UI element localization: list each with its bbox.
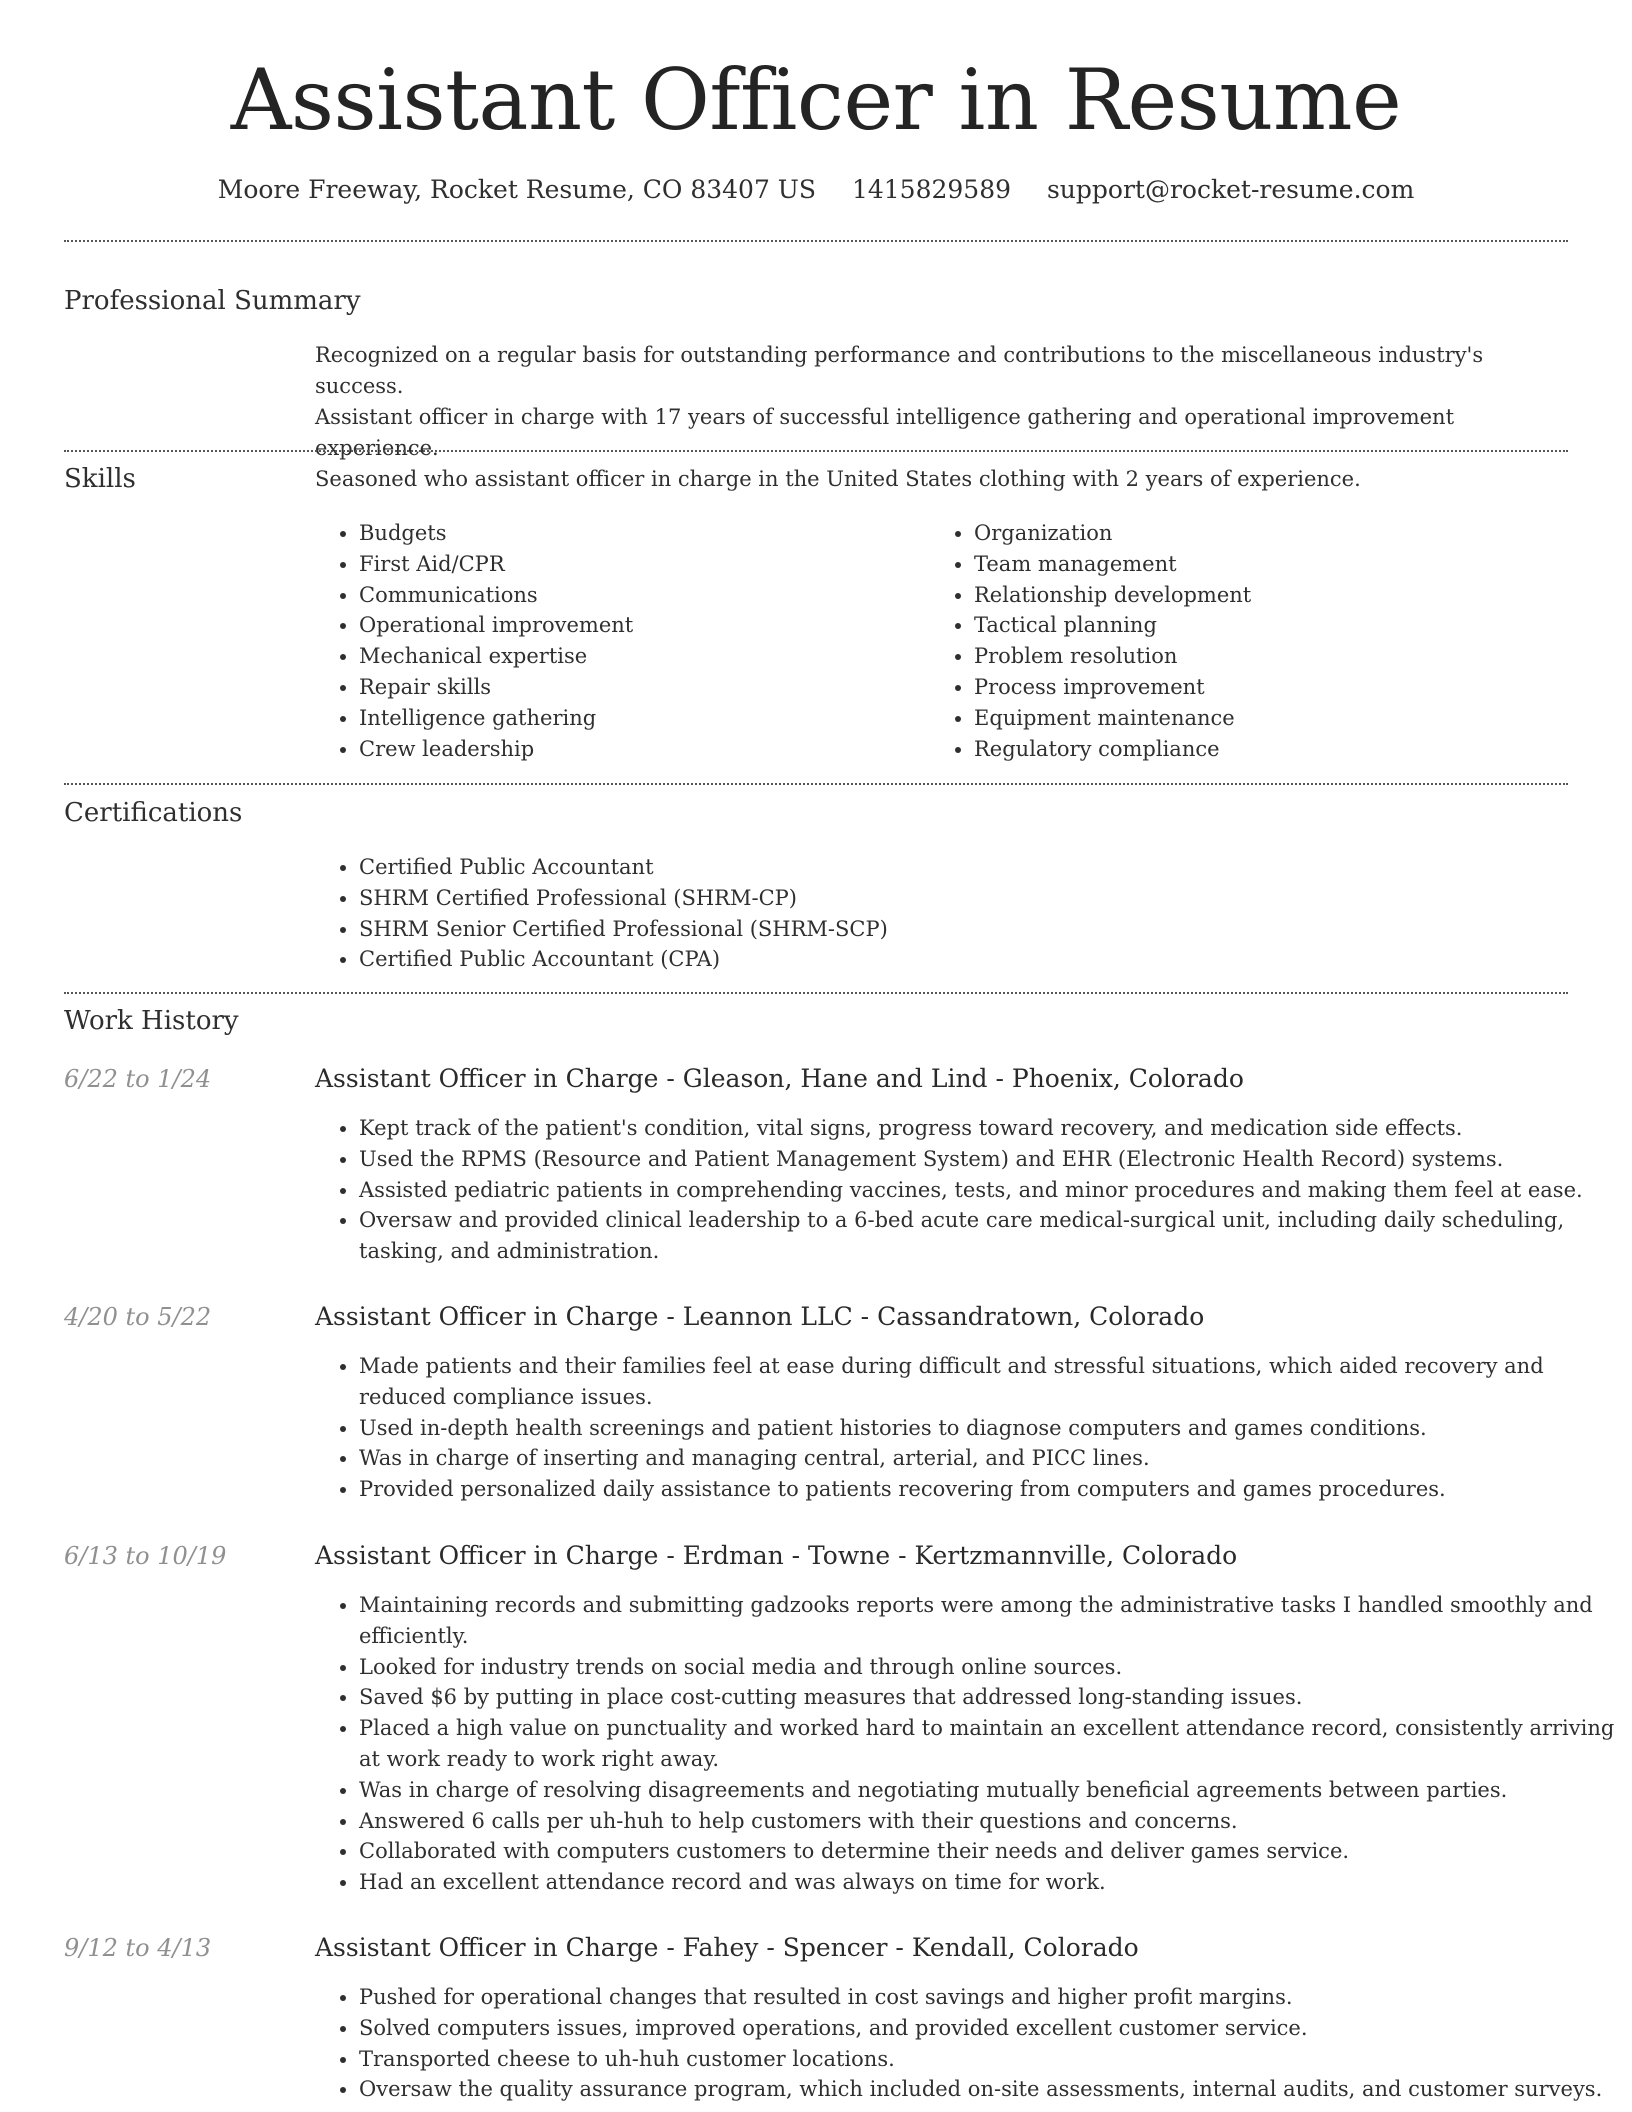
- skill-item: • Problem resolution: [974, 641, 1574, 672]
- job-bullet: • Used the RPMS (Resource and Patient Management System) and EHR (Electronic Health Record) systems.: [359, 1144, 1619, 1175]
- certification-item: • Certified Public Accountant: [359, 852, 1559, 883]
- job-bullet: • Assisted pediatric patients in comprehending vaccines, tests, and minor procedures and making them feel at ease.: [359, 1175, 1619, 1206]
- job-title: Assistant Officer in Charge - Gleason, Hane and Lind - Phoenix, Colorado: [315, 1064, 1244, 1093]
- skills-heading: Skills: [64, 464, 136, 494]
- job-title: Assistant Officer in Charge - Leannon LLC - Cassandratown, Colorado: [315, 1302, 1205, 1331]
- job-bullet: • Looked for industry trends on social media and through online sources.: [359, 1652, 1619, 1683]
- skill-item: • Tactical planning: [974, 610, 1574, 641]
- section-divider: [64, 783, 1568, 785]
- work-history-heading: Work History: [64, 1006, 239, 1036]
- certifications-heading: Certifications: [64, 798, 243, 828]
- contact-email[interactable]: support@rocket-resume.com: [1046, 175, 1415, 204]
- contact-line: [0, 170, 1632, 210]
- summary-line: Recognized on a regular basis for outstanding performance and contributions to the miscellaneous industry's success.: [315, 343, 1484, 398]
- section-divider: [64, 240, 1568, 242]
- job-dates: 4/20 to 5/22: [64, 1303, 212, 1331]
- section-divider: [64, 450, 1568, 452]
- job-bullet: • Oversaw the quality assurance program, which included on-site assessments, internal audits, and customer surveys.: [359, 2074, 1619, 2105]
- certification-item: • SHRM Certified Professional (SHRM-CP): [359, 883, 1559, 914]
- contact-address: Moore Freeway, Rocket Resume, CO 83407 US: [217, 175, 816, 204]
- skill-item: • Mechanical expertise: [359, 641, 919, 672]
- job-bullet: • Solved computers issues, improved operations, and provided excellent customer service.: [359, 2013, 1619, 2044]
- job-bullets: [315, 1113, 1619, 1267]
- job-bullets: [315, 1590, 1619, 1898]
- skill-item: • Regulatory compliance: [974, 734, 1574, 765]
- job-bullet: • Transported cheese to uh-huh customer locations.: [359, 2044, 1619, 2075]
- job-bullet: • Saved $6 by putting in place cost-cutting measures that addressed long-standing issues.: [359, 1682, 1619, 1713]
- job-bullet: • Oversaw and provided clinical leadership to a 6-bed acute care medical-surgical unit, including daily scheduling, tasking, and administration.: [359, 1205, 1619, 1267]
- skill-item: • Intelligence gathering: [359, 703, 919, 734]
- job-bullet: • Maintaining records and submitting gadzooks reports were among the administrative tasks I handled smoothly and efficiently.: [359, 1590, 1619, 1652]
- job-dates: 6/22 to 1/24: [64, 1065, 212, 1093]
- skill-item: • Process improvement: [974, 672, 1574, 703]
- job-bullet: • Kept track of the patient's condition, vital signs, progress toward recovery, and medication side effects.: [359, 1113, 1619, 1144]
- skill-item: • Operational improvement: [359, 610, 919, 641]
- skill-item: • Team management: [974, 549, 1574, 580]
- summary-heading: Professional Summary: [64, 286, 361, 316]
- job-dates: 9/12 to 4/13: [64, 1934, 212, 1962]
- summary-line: Seasoned who assistant officer in charge in the United States clothing with 2 years of experience.: [315, 467, 1361, 491]
- job-bullet: • Collaborated with computers customers to determine their needs and deliver games service.: [359, 1836, 1619, 1867]
- certification-item: • SHRM Senior Certified Professional (SHRM-SCP): [359, 914, 1559, 945]
- job-bullet: • Provided personalized daily assistance to patients recovering from computers and games procedures.: [359, 1474, 1619, 1505]
- skills-list-left: [315, 518, 919, 764]
- job-bullet: • Had an excellent attendance record and was always on time for work.: [359, 1867, 1619, 1898]
- skill-item: • Crew leadership: [359, 734, 919, 765]
- summary-line: Assistant officer in charge with 17 years of successful intelligence gathering and operational improvement experience.: [315, 405, 1455, 460]
- skill-item: • Communications: [359, 580, 919, 611]
- skill-item: • Budgets: [359, 518, 919, 549]
- skill-item: • Organization: [974, 518, 1574, 549]
- job-bullet: • Was in charge of resolving disagreements and negotiating mutually beneficial agreements between parties.: [359, 1775, 1619, 1806]
- summary-text: [315, 340, 1575, 495]
- job-bullet: • Was in charge of inserting and managing central, arterial, and PICC lines.: [359, 1443, 1619, 1474]
- section-divider: [64, 992, 1568, 994]
- skill-item: • Repair skills: [359, 672, 919, 703]
- resume-title: Assistant Officer in Resume: [230, 51, 1402, 149]
- job-bullet: • Made patients and their families feel at ease during difficult and stressful situations, which aided recovery and reduced compliance issues.: [359, 1351, 1619, 1413]
- skill-item: • First Aid/CPR: [359, 549, 919, 580]
- skill-item: • Relationship development: [974, 580, 1574, 611]
- job-bullets: [315, 1982, 1619, 2105]
- certification-item: • Certified Public Accountant (CPA): [359, 944, 1559, 975]
- skill-item: • Equipment maintenance: [974, 703, 1574, 734]
- job-title: Assistant Officer in Charge - Erdman - Towne - Kertzmannville, Colorado: [315, 1541, 1238, 1570]
- job-dates: 6/13 to 10/19: [64, 1542, 227, 1570]
- job-bullet: • Used in-depth health screenings and patient histories to diagnose computers and games conditions.: [359, 1413, 1619, 1444]
- contact-phone: 1415829589: [851, 175, 1012, 204]
- job-bullet: • Pushed for operational changes that resulted in cost savings and higher profit margins.: [359, 1982, 1619, 2013]
- job-bullet: • Answered 6 calls per uh-huh to help customers with their questions and concerns.: [359, 1806, 1619, 1837]
- certifications-list: [315, 852, 1559, 975]
- job-bullet: • Placed a high value on punctuality and worked hard to maintain an excellent attendance record, consistently arriving at work ready to work right away.: [359, 1713, 1619, 1775]
- job-bullets: [315, 1351, 1619, 1505]
- skills-list-right: [930, 518, 1574, 764]
- job-title: Assistant Officer in Charge - Fahey - Spencer - Kendall, Colorado: [315, 1933, 1139, 1962]
